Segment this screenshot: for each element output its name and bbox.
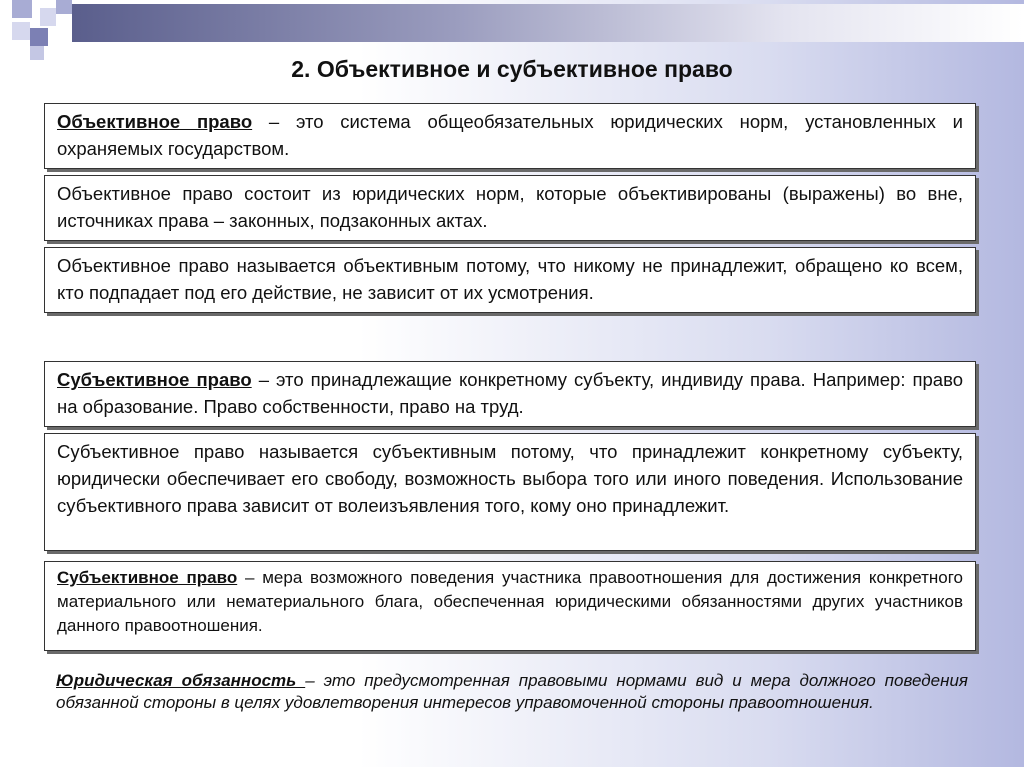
note-text: – это предусмотренная правовыми нормами вид и мера должного поведения обязанной стороны в целях удовлетворения интересов управомоченной стороны правоотношения. [56, 671, 968, 712]
definition-text: – это принадлежащие конкретному субъекту, индивиду права. Например: право на образование. Право собственности, право на труд. [57, 369, 963, 417]
page-title: 2. Объективное и субъективное право [291, 56, 733, 82]
decor-square [12, 0, 32, 18]
box-text: Объективное право называется объективным потому, что никому не принадлежит, обращено ко всем, кто подпадает под его действие, не зависит от их усмотрения. [57, 255, 963, 303]
term-subjective-law: Субъективное право [57, 369, 252, 390]
box-text: Субъективное право называется субъективным потому, что принадлежит конкретному субъекту, юридически обеспечивает его свободу, возможность выбора того или иного поведения. Использование субъективного права зависит от волеизъявления того, кому оно принадлежит. [57, 441, 963, 516]
term-legal-obligation: Юридическая обязанность [56, 671, 306, 690]
definition-text: – мера возможного поведения участника правоотношения для достижения конкретного материального или нематериального блага, обеспеченная юридическими обязанностями других участников данного правоотношения. [57, 568, 963, 635]
decor-square [56, 0, 72, 14]
term-objective-law: Объективное право [57, 111, 253, 132]
info-box-objective-reason [44, 247, 976, 313]
decor-square [12, 22, 30, 40]
info-box-subjective-reason [44, 433, 976, 551]
box-text: Объективное право состоит из юридических норм, которые объективированы (выражены) во вне, источниках права – законных, подзаконных актах. [57, 183, 963, 231]
header-gradient-bar [72, 4, 1024, 42]
info-box-objective-norms [44, 175, 976, 241]
definition-box-objective [44, 103, 976, 169]
definition-box-subjective [44, 361, 976, 427]
term-subjective-law: Субъективное право [57, 568, 238, 587]
definition-box-subjective-measure [44, 561, 976, 651]
decor-square [30, 28, 48, 46]
definition-text: – это система общеобязательных юридических норм, установленных и охраняемых государством. [57, 111, 963, 159]
decor-square [40, 8, 56, 26]
note-legal-obligation [56, 670, 968, 714]
